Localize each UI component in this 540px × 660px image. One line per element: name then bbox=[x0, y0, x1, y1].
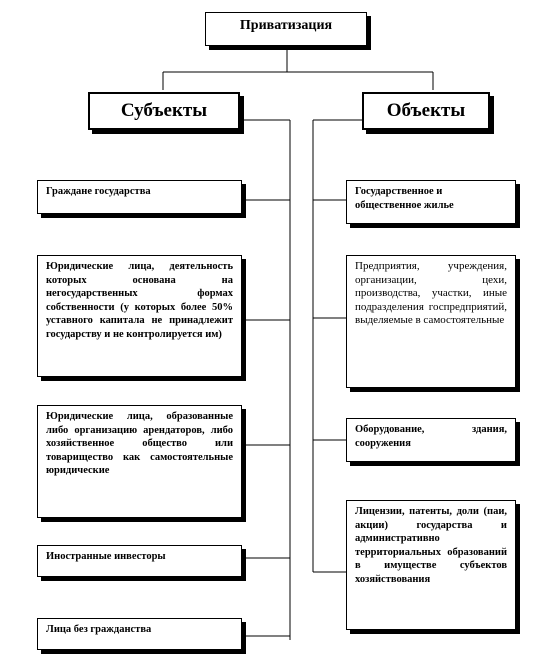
object-item: Оборудование, здания, сооружения bbox=[346, 418, 516, 462]
subject-item: Юридические лица, деятельность которых основана на негосударственных формах собственности (у которых более 50% уставного капитала не принадлежит государству и не контролируется им) bbox=[37, 255, 242, 377]
root-label: Приватизация bbox=[239, 18, 333, 33]
subjects-label: Субъекты bbox=[120, 100, 208, 121]
subject-item: Граждане государства bbox=[37, 180, 242, 214]
subject-item: Иностранные инвесторы bbox=[37, 545, 242, 577]
root-node bbox=[205, 12, 367, 46]
objects-header bbox=[362, 92, 490, 130]
objects-label: Объекты bbox=[386, 100, 466, 121]
object-item: Лицензии, патенты, доли (паи, акции) государства и административно территориальных образований в имуществе субъектов хозяйствования bbox=[346, 500, 516, 630]
object-item: Предприятия, учреждения, организации, цехи, производства, участки, иные подразделения госпредприятий, выделяемые в самостоятельные bbox=[346, 255, 516, 388]
subjects-header bbox=[88, 92, 240, 130]
object-item: Государственное и общественное жилье bbox=[346, 180, 516, 224]
subject-item: Юридические лица, образованные либо организацию арендаторов, либо хозяйственное общество или товарищество как самостоятельные юридические bbox=[37, 405, 242, 518]
subject-item: Лица без гражданства bbox=[37, 618, 242, 650]
